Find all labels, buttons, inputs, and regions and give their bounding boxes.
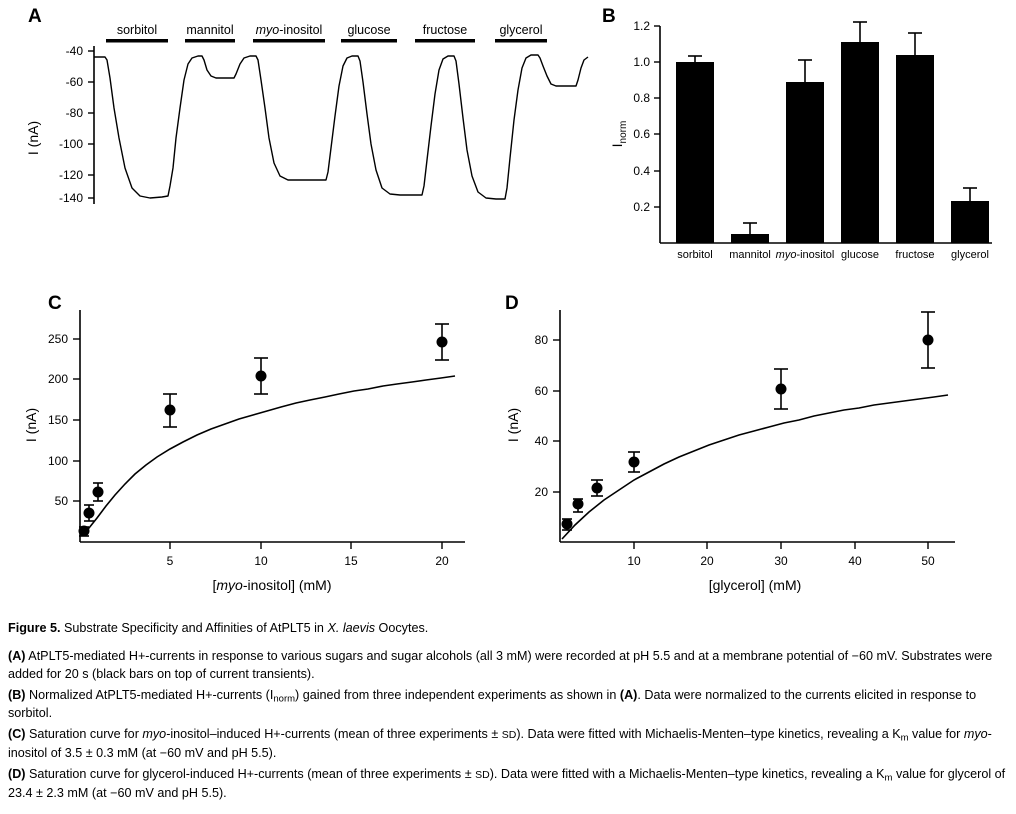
caption-c-text4: value for (908, 727, 964, 742)
caption-d-sub: m (884, 772, 893, 784)
caption-d-text3: value for glycerol of 23.4 ± 2.3 mM (at −60 mV and pH 5.5). (8, 767, 1006, 800)
caption-c-ital: myo (142, 727, 167, 742)
panel-b-ylabel: $I_{norm}$ (609, 120, 629, 148)
panel-b-chart (598, 8, 1008, 278)
caption-d-sd: SD (475, 769, 490, 782)
panel-c-ytick-3: 200 (47, 372, 68, 386)
errorbar-fructose (908, 33, 922, 55)
panel-b-xtick-glycerol: glycerol (951, 249, 989, 261)
panel-d-xlabel: [glycerol] (mM) (708, 577, 802, 593)
caption-c (8, 726, 1008, 763)
panel-b-ytick-5: 1.2 (633, 19, 650, 33)
panel-a-ytick-4: -120 (58, 168, 83, 182)
errorbar-mannitol (743, 223, 757, 234)
figure-title-italic: X. laevis (327, 621, 376, 635)
panel-d-datapoint-group (562, 312, 936, 530)
panel-c-fit-curve (82, 376, 455, 536)
panel-b-ytick-1: 0.4 (633, 164, 650, 178)
caption-d-text2: ). Data were fitted with a Michaelis-Menten–type kinetics, revealing a K (489, 767, 885, 782)
panel-b-ytick-2: 0.6 (633, 127, 650, 141)
caption-c-text5: -inositol of 3.5 ± 0.3 mM (at −60 mV and pH 5.5). (8, 727, 992, 761)
caption-b-text3: . Data were normalized to the currents elicited in response to sorbitol. (8, 687, 977, 721)
panel-c-datapoint-group (79, 324, 450, 537)
panel-letter-c: C (48, 293, 62, 314)
errorbar-glucose (853, 22, 867, 42)
panel-a-ytick-2: -80 (65, 106, 83, 120)
panel-b-ytick-4: 1.0 (633, 55, 650, 69)
figure-caption (8, 620, 1008, 806)
panel-c-xtick-2: 15 (344, 554, 358, 568)
errorbar-myo-inositol (798, 60, 812, 82)
panel-d-xtick-4: 50 (921, 554, 935, 568)
caption-c-ital2: myo (963, 727, 988, 742)
substrate-label-myo-inositol: myo-inositol (255, 23, 323, 37)
substrate-bar-glucose (341, 39, 397, 43)
caption-b-sub: norm (273, 693, 296, 704)
bar-myo-inositol (786, 82, 824, 243)
caption-c-sd: SD (501, 729, 517, 742)
caption-b-bold-a: (A) (619, 687, 638, 702)
panel-b-ytick-3: 0.8 (633, 91, 650, 105)
errorbar-sorbitol (688, 56, 702, 62)
caption-a-tag: (A) (8, 648, 26, 663)
bar-sorbitol (676, 62, 714, 243)
substrate-bar-sorbitol (106, 39, 168, 43)
panel-c-chart (10, 290, 490, 600)
panel-b-xtick-mannitol: mannitol (729, 249, 771, 261)
panel-d-fit-curve (562, 395, 948, 539)
panel-b-ytick-0: 0.2 (633, 200, 650, 214)
figure-label: Figure 5. (8, 621, 61, 635)
caption-b-text1: Normalized AtPLT5-mediated H+-currents (I (25, 687, 274, 702)
substrate-bar-fructose (415, 39, 475, 43)
caption-b-tag: (B) (8, 687, 26, 702)
bar-mannitol (731, 234, 769, 243)
panel-b-xtick-sorbitol: sorbitol (677, 249, 713, 261)
caption-b-text2: ) gained from three independent experiments as shown in (295, 687, 620, 702)
substrate-bar-glycerol (495, 39, 547, 43)
substrate-label-glycerol: glycerol (499, 23, 543, 37)
caption-a (8, 648, 1008, 684)
panel-d-ytick-2: 60 (534, 384, 548, 398)
panel-c-ytick-2: 150 (47, 413, 68, 427)
panel-d-xtick-1: 20 (700, 554, 714, 568)
panel-a-chart (10, 8, 590, 278)
panel-c-xtick-1: 10 (254, 554, 268, 568)
caption-d-text1: Saturation curve for glycerol-induced H+-currents (mean of three experiments ± (25, 767, 476, 782)
panel-c-xtick-3: 20 (435, 554, 449, 568)
panel-d-xtick-2: 30 (774, 554, 788, 568)
panel-a-ytick-5: -140 (58, 191, 83, 205)
panel-letter-b: B (602, 6, 616, 27)
panel-d-ylabel: I (nA) (505, 407, 521, 443)
panel-letter-a: A (28, 6, 42, 27)
panel-b-xtick-myo-inositol: myo-inositol (775, 249, 835, 261)
bar-fructose (896, 55, 934, 243)
panel-b-xtick-glucose: glucose (841, 249, 879, 261)
substrate-bar-mannitol (185, 39, 235, 43)
caption-d (8, 766, 1008, 803)
substrate-label-mannitol: mannitol (186, 23, 234, 37)
panel-d-ytick-3: 80 (534, 333, 548, 347)
panel-c-ytick-1: 100 (47, 454, 68, 468)
caption-c-text2: -inositol–induced H+-currents (mean of three experiments ± (166, 727, 502, 742)
panel-d-ytick-1: 40 (534, 434, 548, 448)
figure-title-tail: Oocytes. (375, 621, 429, 635)
caption-c-tag: (C) (8, 727, 26, 742)
panel-letter-d: D (505, 293, 519, 314)
panel-b-xtick-fructose: fructose (895, 249, 935, 261)
errorbar-glycerol (963, 188, 977, 201)
panel-c-xlabel: [myo-inositol] (mM) (212, 577, 332, 593)
panel-c-ytick-0: 50 (54, 494, 68, 508)
caption-c-sub: m (900, 732, 909, 744)
caption-d-tag: (D) (8, 767, 26, 782)
substrate-label-glucose: glucose (347, 23, 391, 37)
panel-c-xtick-0: 5 (166, 554, 174, 568)
caption-b (8, 687, 1008, 724)
panel-d-xtick-3: 40 (848, 554, 862, 568)
panel-d-chart (500, 290, 980, 600)
panel-a-ylabel: I (nA) (25, 120, 41, 156)
substrate-label-fructose: fructose (422, 23, 468, 37)
panel-a-current-trace (94, 55, 588, 199)
caption-c-text3: ). Data were fitted with Michaelis-Menten–type kinetics, revealing a K (516, 727, 901, 742)
panel-c-ylabel: I (nA) (23, 407, 39, 443)
substrate-bar-myo-inositol (253, 39, 325, 43)
substrate-label-sorbitol: sorbitol (116, 23, 158, 37)
panel-c-ytick-4: 250 (47, 332, 68, 346)
bar-glucose (841, 42, 879, 243)
figure-title-plain: Substrate Specificity and Affinities of AtPLT5 in (63, 621, 328, 635)
panel-a-ytick-0: -40 (65, 44, 83, 58)
panel-d-ytick-0: 20 (534, 485, 548, 499)
caption-c-text1: Saturation curve for (25, 727, 143, 742)
panel-d-xtick-0: 10 (627, 554, 641, 568)
bar-glycerol (951, 201, 989, 243)
caption-title (8, 620, 1008, 638)
panel-a-ytick-1: -60 (65, 75, 83, 89)
caption-a-text: AtPLT5-mediated H+-currents in response to various sugars and sugar alcohols (all 3 mM) were recorded at pH 5.5 and at a membrane potential of −60 mV. Substrates were added for 20 s (black bars on top of current transients). (8, 648, 993, 681)
panel-a-ytick-3: -100 (58, 137, 83, 151)
